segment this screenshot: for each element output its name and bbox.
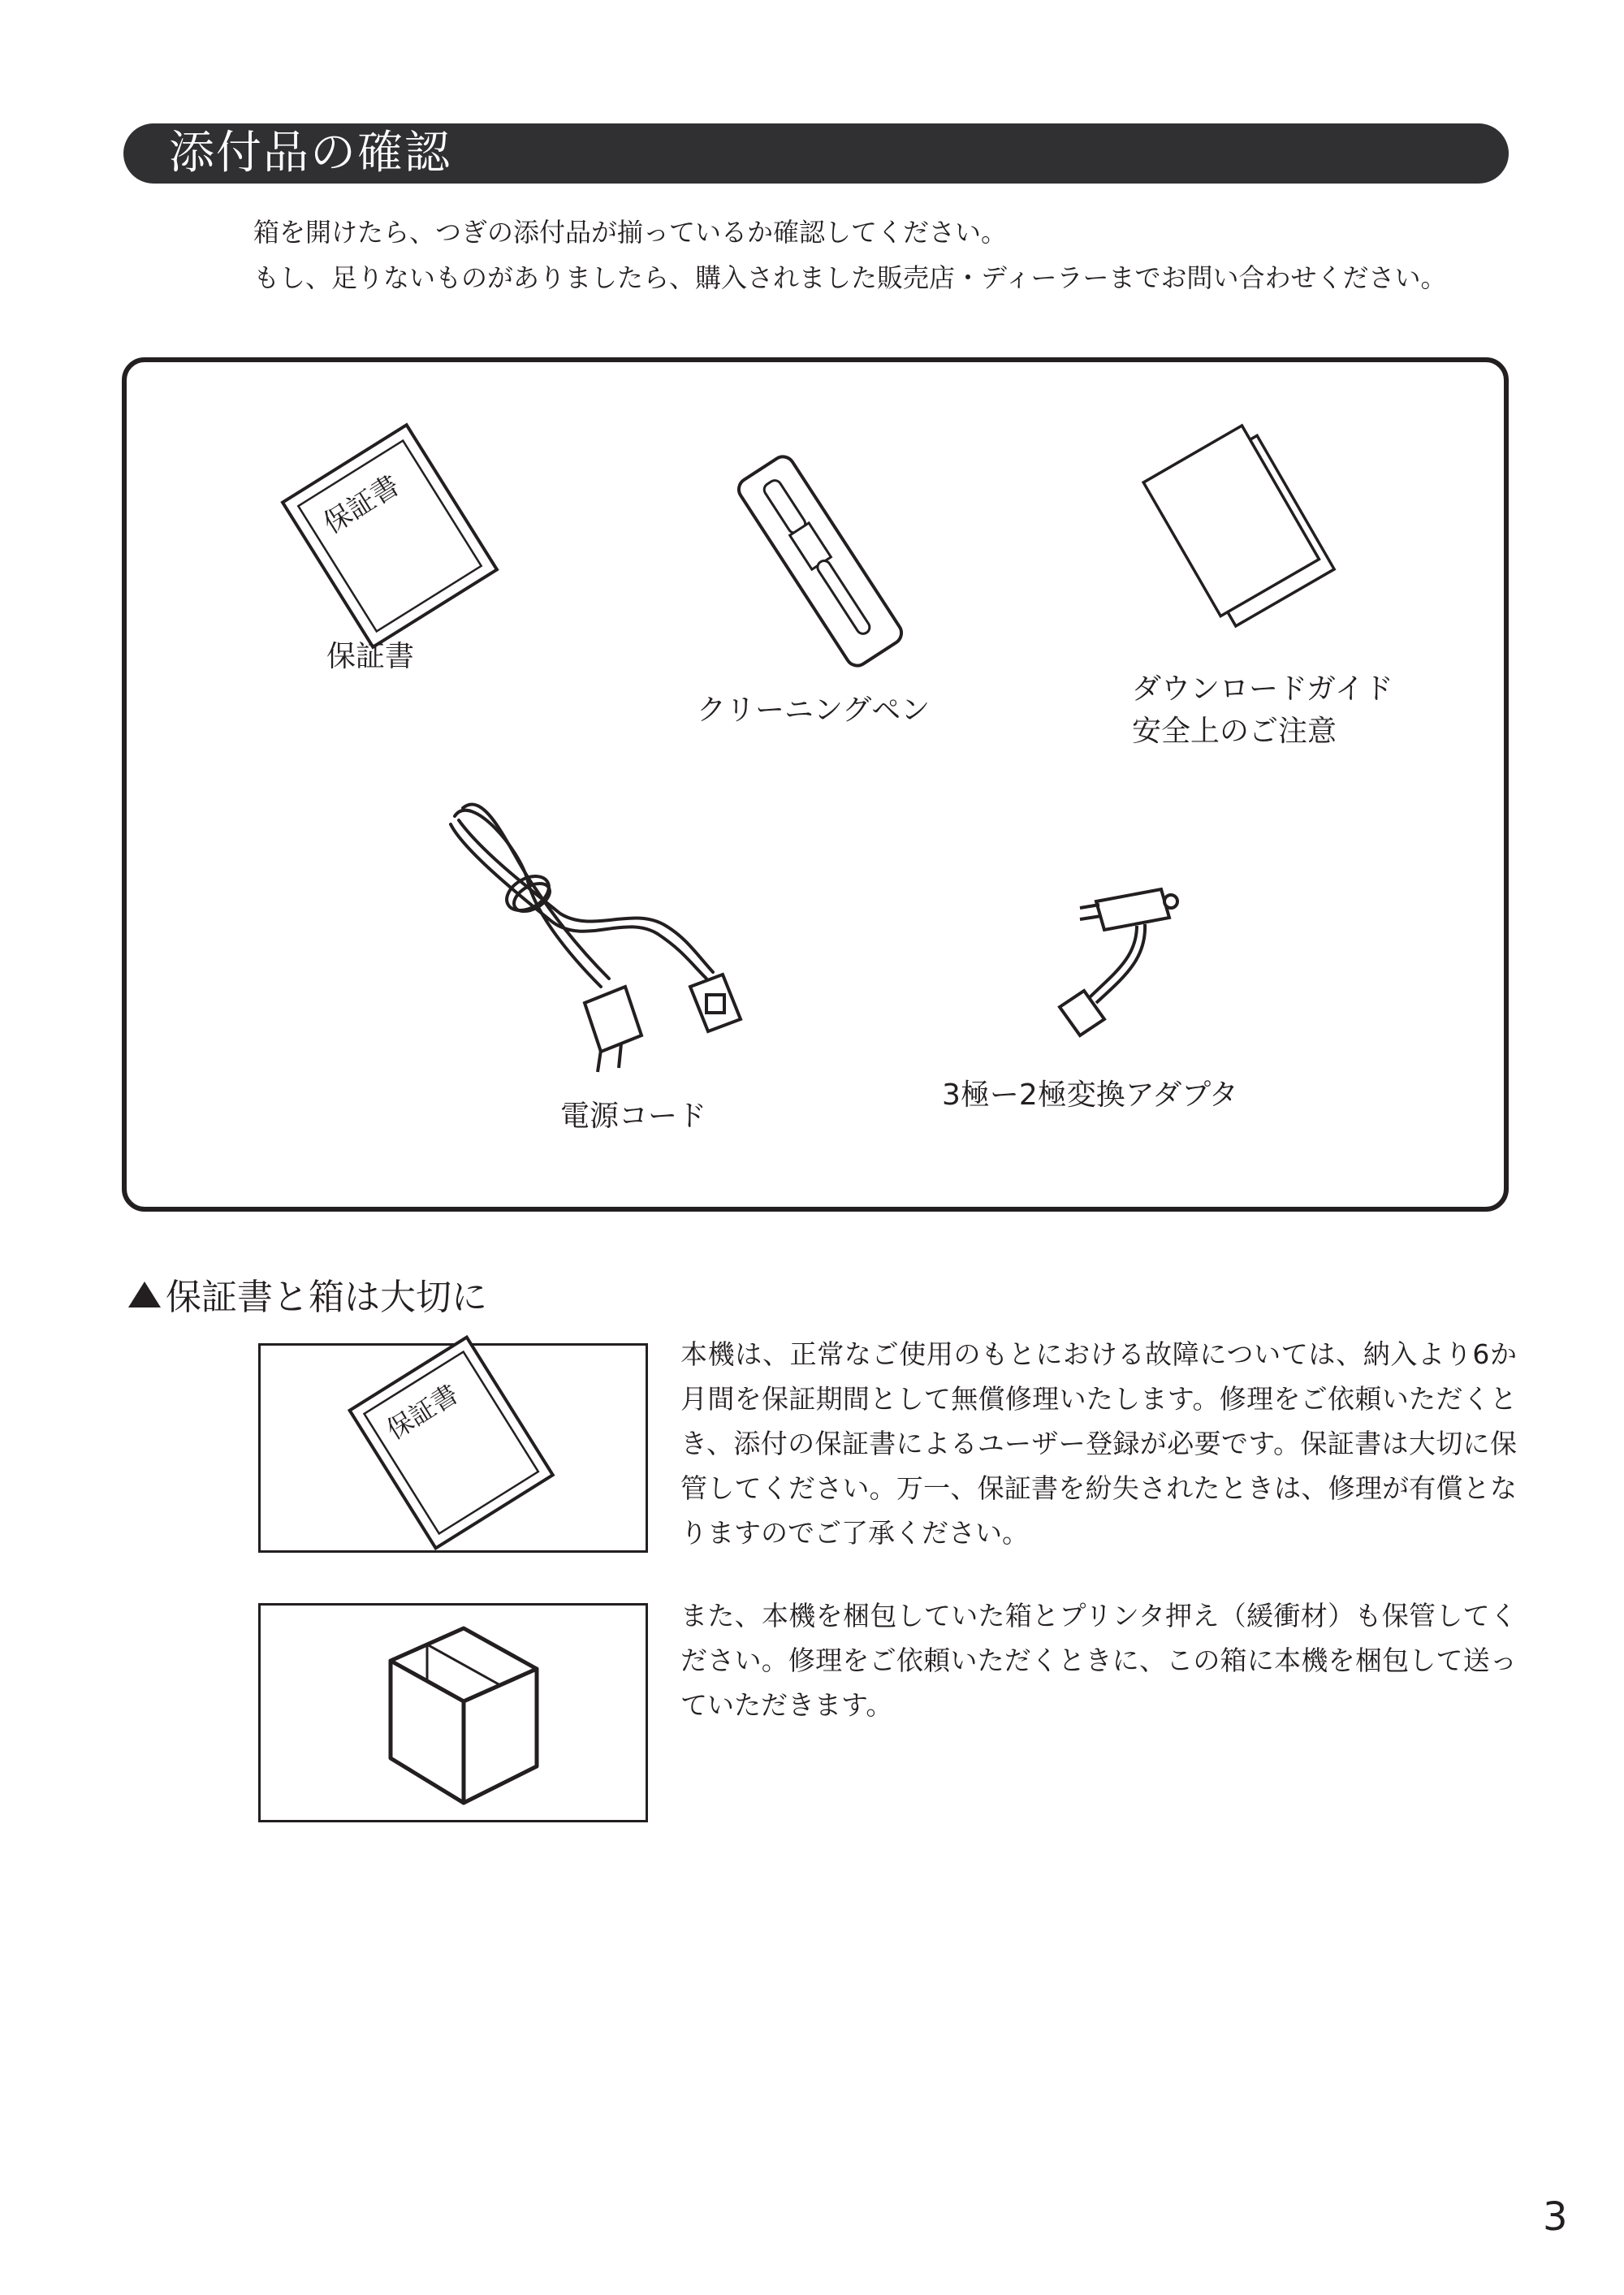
keep-section-heading [128, 1273, 487, 1322]
shipping-box-icon [382, 1620, 545, 1815]
intro-line-1: 箱を開けたら、つぎの添付品が揃っているか確認してください。 [253, 217, 1008, 248]
warranty-paragraph: 本機は、正常なご使用のもとにおける故障については、納入より6か月間を保証期間として無償修理いたします。修理をご依頼いただくとき、添付の保証書によるユーザー登録が必要です。保証書は大切に保管してください。万一、保証書を紛失されたときは、修理が有償となりますのでご了承ください。 [680, 1338, 1517, 1549]
intro-line-2: もし、足りないものがありましたら、購入されました販売店・ディーラーまでお問い合わせください。 [253, 262, 1447, 293]
download-guide-label: ダウンロードガイド [1132, 672, 1393, 706]
adapter-label: 3極ー2極変換アダプタ [942, 1078, 1238, 1112]
power-cord-label: 電源コード [560, 1100, 707, 1133]
adapter-illustration [1047, 885, 1202, 1048]
warranty-card-small-illustration [342, 1352, 569, 1547]
safety-label: 安全上のご注意 [1132, 715, 1337, 748]
box-picture-box [258, 1603, 648, 1822]
cleaning-pen-illustration [715, 452, 926, 671]
power-cord-illustration [438, 792, 747, 1084]
page-number: 3 [1543, 2194, 1568, 2240]
cleaning-pen-label: クリーニングペン [697, 694, 931, 727]
documents-illustration [1129, 422, 1356, 625]
section-title-bar [123, 123, 1509, 184]
warranty-card-text: 保証書 [317, 469, 406, 541]
warranty-picture-box [258, 1343, 648, 1553]
warranty-card-small-text: 保証書 [381, 1378, 464, 1446]
triangle-icon [128, 1281, 161, 1307]
section-title: 添付品の確認 [169, 127, 451, 179]
intro-text [253, 210, 1520, 300]
box-paragraph: また、本機を梱包していた箱とプリンタ押え（緩衝材）も保管してください。修理をご依頼いただくときに、この箱に本機を梱包して送っていただきます。 [680, 1600, 1517, 1721]
warranty-card-illustration [276, 439, 503, 633]
warranty-label: 保証書 [326, 640, 415, 673]
keep-section-heading-text: 保証書と箱は大切に [166, 1277, 487, 1318]
